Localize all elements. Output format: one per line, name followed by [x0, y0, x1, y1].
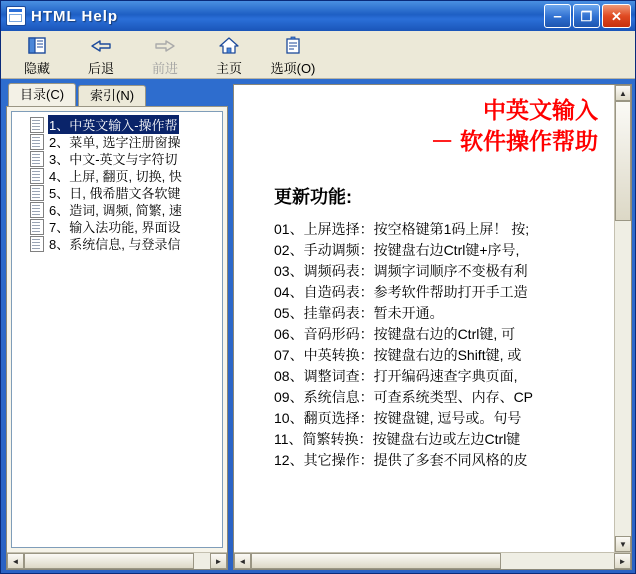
scroll-left-button[interactable]: ◄ [234, 553, 251, 569]
tree-item[interactable] [16, 201, 222, 218]
doc-list-item: 05、挂靠码表：暂未开通。 [274, 305, 444, 322]
doc-title [250, 95, 598, 157]
scroll-thumb[interactable] [251, 553, 501, 569]
contents-horizontal-scrollbar[interactable] [7, 552, 227, 569]
toolbar-button-home[interactable] [197, 33, 261, 77]
hide-pane-icon [26, 35, 48, 57]
tab-contents[interactable]: 目录(C) [8, 83, 76, 106]
main-body [1, 80, 636, 574]
scroll-track[interactable] [24, 553, 210, 569]
forward-arrow-icon [152, 35, 178, 57]
scroll-right-button[interactable]: ► [210, 553, 227, 569]
doc-title-line1: 中英文输入 [483, 97, 598, 123]
toolbar-label-home: 主页 [215, 61, 242, 76]
topic-vertical-scrollbar[interactable] [614, 85, 631, 552]
page-icon [30, 117, 44, 133]
toolbar-button-options[interactable] [261, 33, 325, 77]
page-icon [30, 202, 44, 218]
nav-tabs [6, 84, 228, 106]
doc-list-item: 11、简繁转换：按键盘右边或左边Ctrl键 [274, 431, 521, 448]
scroll-thumb[interactable] [24, 553, 194, 569]
doc-feature-list [274, 219, 604, 471]
tab-index[interactable]: 索引(N) [78, 85, 146, 106]
scroll-down-button[interactable]: ▼ [615, 536, 631, 552]
maximize-icon: ❐ [580, 8, 593, 24]
topic-pane [233, 84, 632, 570]
close-icon: ✕ [611, 8, 622, 24]
doc-list-item: 01、上屏选择：按空格键第1码上屏！ 按; [274, 221, 530, 238]
scroll-track[interactable] [251, 553, 614, 569]
tree-item[interactable] [16, 150, 222, 167]
doc-list-item: 08、调整词查：打开编码速查字典页面, [274, 368, 518, 385]
topic-document-area [234, 85, 631, 552]
page-icon [30, 134, 44, 150]
tree-item-label: 5、日, 俄希腊文各软键 [49, 186, 181, 201]
toolbar-label-forward: 前进 [151, 61, 178, 76]
page-icon [30, 219, 44, 235]
options-icon [281, 35, 305, 57]
page-icon [30, 168, 44, 184]
doc-section-heading: 更新功能: [274, 187, 352, 208]
home-icon [217, 35, 241, 57]
page-icon [30, 185, 44, 201]
doc-title-line2: － 软件操作帮助 [430, 128, 598, 155]
topic-document [234, 85, 614, 552]
contents-tree[interactable] [11, 111, 223, 548]
tree-list [12, 112, 222, 252]
doc-list-item: 06、音码形码：按键盘右边的Ctrl键, 可 [274, 326, 516, 343]
doc-list-item: 04、自造码表：参考软件帮助打开手工造 [274, 284, 528, 301]
topic-horizontal-scrollbar[interactable] [234, 552, 631, 569]
tree-item[interactable] [16, 116, 222, 133]
tree-item-label: 8、系统信息, 与登录信 [49, 237, 181, 252]
title-bar[interactable] [1, 1, 635, 31]
tree-item[interactable] [16, 133, 222, 150]
doc-list-item: 09、系统信息：可查系统类型、内存、CP [274, 389, 534, 406]
scroll-left-button[interactable]: ◄ [7, 553, 24, 569]
scroll-vtrack[interactable] [615, 101, 631, 536]
tree-item[interactable] [16, 167, 222, 184]
tree-item-label: 6、造词, 调频, 简繁, 速 [49, 203, 182, 218]
toolbar-label-options: 选项(O) [270, 61, 316, 76]
toolbar-label-back: 后退 [87, 61, 114, 76]
toolbar-button-back[interactable] [69, 33, 133, 77]
maximize-button[interactable] [573, 4, 600, 28]
help-book-icon [6, 6, 26, 26]
tree-item-label: 3、中文-英文与字符切 [49, 152, 178, 167]
tree-item[interactable] [16, 218, 222, 235]
doc-list-item: 10、翻页选择：按键盘键, 逗号或。句号 [274, 410, 522, 427]
scroll-vthumb[interactable] [615, 101, 631, 221]
minimize-icon: – [553, 8, 562, 25]
toolbar [1, 31, 635, 79]
toolbar-button-forward[interactable] [133, 33, 197, 77]
page-icon [30, 236, 44, 252]
back-arrow-icon [88, 35, 114, 57]
doc-list-item: 07、中英转换：按键盘右边的Shift键, 或 [274, 347, 522, 364]
window-title: HTML Help [31, 7, 119, 25]
tree-item-label: 4、上屏, 翻页, 切换, 快 [49, 169, 182, 184]
scroll-right-button[interactable]: ► [614, 553, 631, 569]
close-button[interactable] [602, 4, 631, 28]
tree-item-label: 1、中英文输入-操作帮 [48, 115, 179, 134]
tree-item-label: 2、菜单, 选字注册窗操 [49, 135, 181, 150]
doc-list-item: 12、其它操作：提供了多套不同风格的皮 [274, 452, 528, 469]
navigation-pane [6, 84, 228, 570]
window-controls [544, 4, 631, 28]
page-icon [30, 151, 44, 167]
tree-item[interactable] [16, 235, 222, 252]
tree-item-label: 7、输入法功能, 界面设 [49, 220, 181, 235]
minimize-button[interactable] [544, 4, 571, 28]
toolbar-label-hide: 隐藏 [23, 61, 50, 76]
doc-list-item: 02、手动调频：按键盘右边Ctrl键+序号, [274, 242, 520, 259]
contents-tree-frame [6, 106, 228, 570]
scroll-up-button[interactable]: ▲ [615, 85, 631, 101]
tree-item[interactable] [16, 184, 222, 201]
toolbar-button-hide[interactable] [5, 33, 69, 77]
doc-list-item: 03、调频码表：调频字词顺序不变极有利 [274, 263, 528, 280]
